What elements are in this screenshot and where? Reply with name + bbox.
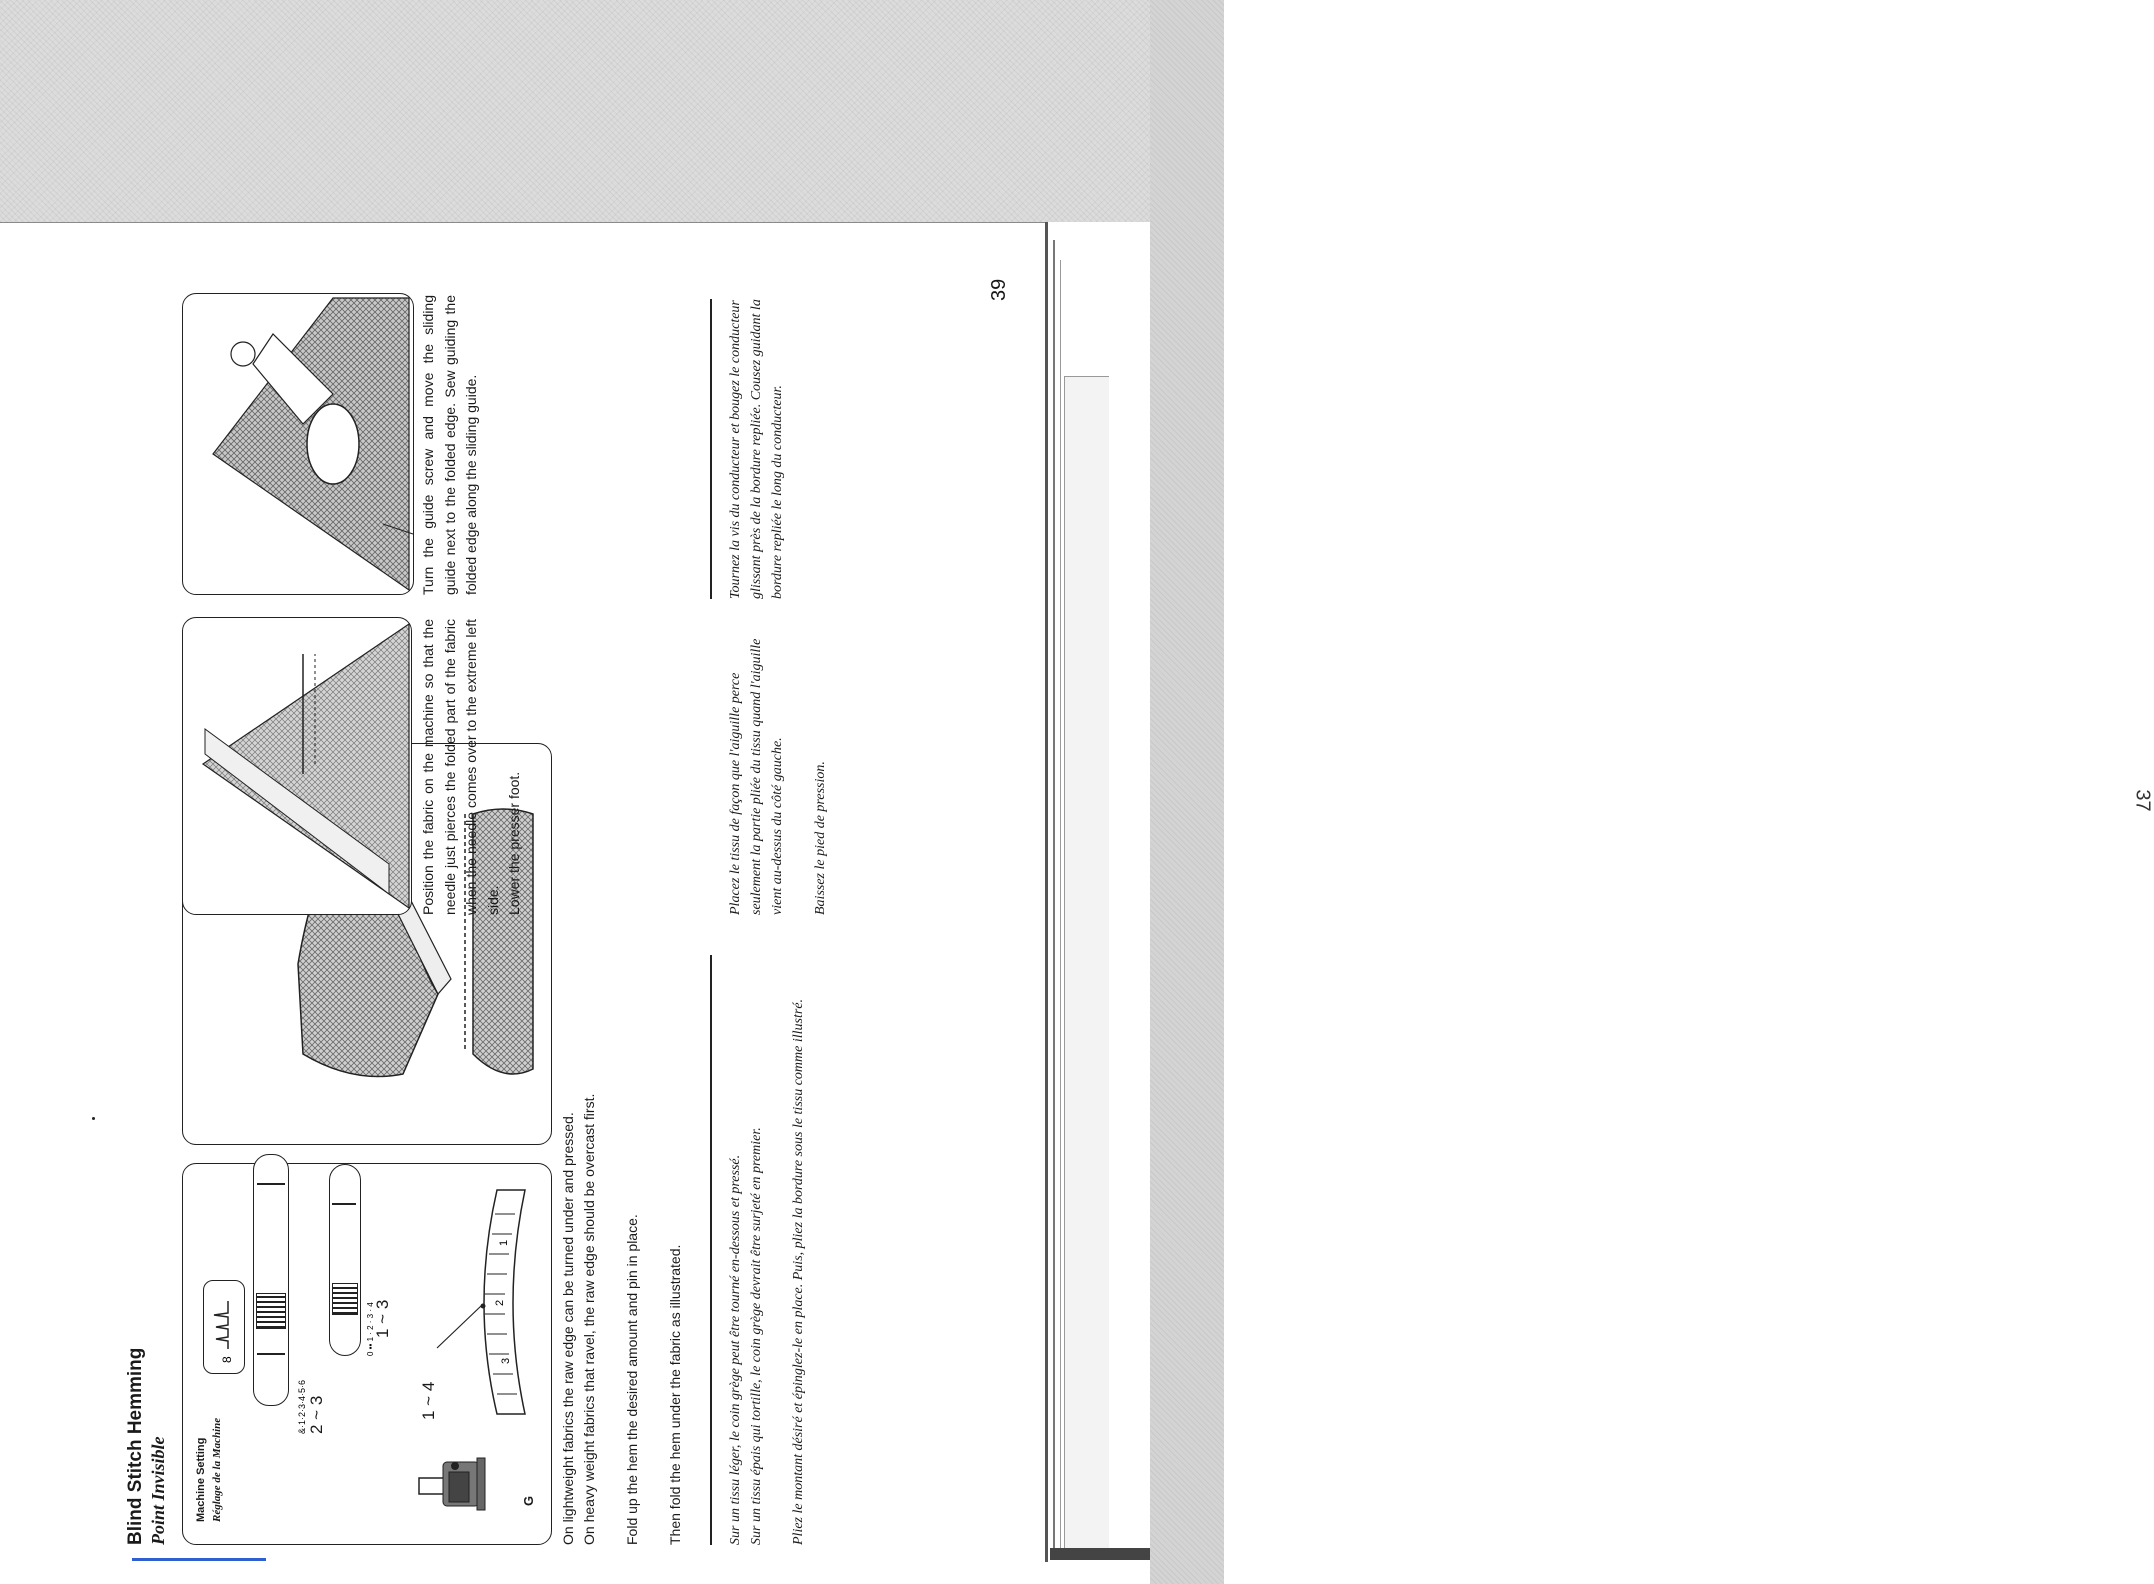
divider-line [710, 299, 712, 599]
fold-under-text: Then fold the hem under the fabric as illustrated. [667, 1244, 683, 1545]
machine-setting-label: Machine Setting [195, 1437, 207, 1522]
intro-text-2: On heavy weight fabrics that ravel, the raw edge should be overcast first. [581, 1093, 597, 1545]
page-number: 39 [988, 278, 1010, 301]
section-title: Blind Stitch Hemming [125, 1347, 146, 1545]
machine-setting-panel [182, 1163, 552, 1545]
scan-dot [92, 1117, 95, 1120]
underlying-page-number: 37 [2131, 789, 2154, 812]
fold-step-text: Fold up the hem the desired amount and pin in place. [624, 1214, 640, 1545]
lower-foot-text-french: Baissez le pied de pression. [813, 761, 828, 915]
page-right-edge [1045, 222, 1048, 1562]
divider-line [710, 955, 712, 1545]
page-stack-edge [1060, 260, 1061, 1560]
stitch-length-slider [329, 1164, 361, 1356]
svg-text:2: 2 [494, 1299, 506, 1306]
intro-text-1-french: Sur un tissu léger, le coin grège peut être tourné en-dessous et pressé. [728, 1154, 743, 1545]
svg-text:3: 3 [500, 1357, 512, 1364]
svg-text:&·1·2·3·4·5·6: &·1·2·3·4·5·6 [297, 1379, 307, 1434]
page-stack-edge [1053, 240, 1055, 1560]
binding-band [1050, 1548, 1150, 1560]
lower-foot-text: Lower the presser foot. [506, 771, 522, 915]
underlying-page [1064, 376, 2154, 1557]
presser-foot-g-icon [415, 1434, 530, 1524]
rotated-page-content [120, 225, 1040, 1565]
svg-text:0 ▪▪ 1 · 2 · 3 · 4: 0 ▪▪ 1 · 2 · 3 · 4 [366, 1302, 375, 1356]
scanner-background-right [1150, 0, 1224, 1584]
section-title-french: Point Invisible [148, 1436, 168, 1545]
fold-step-text-french: Pliez le montant désiré et épinglez-le en place. Puis, pliez la bordure sous le tissu comme illustré. [791, 998, 806, 1545]
svg-text:8: 8 [220, 1356, 234, 1363]
blind-stitch-pattern-icon [203, 1280, 245, 1374]
stitch-width-value: 2 ~ 3 [307, 1395, 326, 1434]
guide-step-text: Turn the guide screw and move the sliding guide next to the folded edge. Sew guiding the folded edge along the sliding guide. [420, 295, 479, 595]
scanner-background-top [0, 0, 1224, 222]
page-top-edge [0, 222, 1045, 223]
intro-text-2-french: Sur un tissu épais qui tortille, le coin grège devrait être surjeté en premier. [749, 1127, 764, 1545]
guide-step-text-french: Tournez la vis du conducteur et bougez le conducteur glissant près de la bordure repliée. Cousez guidant la bordure repliée le long du conducteur. [728, 299, 785, 599]
position-step-text-french: Placez le tissu de façon que l'aiguille perce seulement la partie pliée du tissu quand l'aiguille vient au-dessus du côté gauche. [728, 638, 785, 915]
tension-value: 1 ~ 4 [419, 1381, 438, 1420]
intro-text-1: On lightweight fabrics the raw edge can be turned under and pressed. [560, 1112, 576, 1545]
stitch-length-value: 1 ~ 3 [373, 1299, 392, 1338]
stitch-width-slider [253, 1154, 289, 1406]
sliding-guide-illustration [182, 293, 414, 595]
position-step-text: Position the fabric on the machine so that the needle just pierces the folded part of the fabric when the needle comes over to the extreme left side. [420, 619, 501, 915]
needle-position-illustration [182, 617, 412, 915]
presser-foot-label: G [521, 1495, 536, 1506]
svg-text:1: 1 [498, 1239, 510, 1246]
tension-dial-icon [427, 1184, 542, 1434]
machine-setting-label-french: Réglage de la Machine [211, 1417, 223, 1522]
